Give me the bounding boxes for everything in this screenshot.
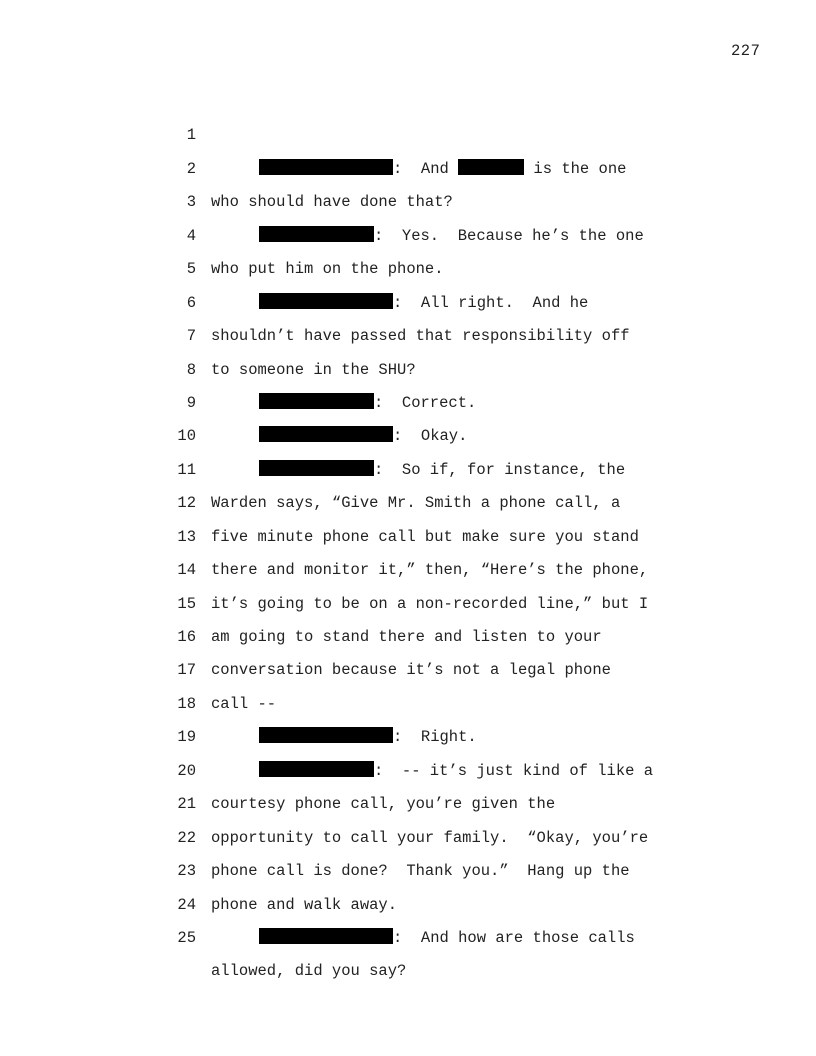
line-number: 23 bbox=[177, 862, 196, 881]
line-number: 12 bbox=[177, 494, 196, 513]
line-text: to someone in the SHU? bbox=[211, 360, 416, 379]
transcript-lines bbox=[0, 86, 816, 981]
line-text: opportunity to call your family. “Okay, you’re bbox=[211, 828, 649, 847]
line-text: who should have done that? bbox=[211, 193, 453, 212]
line-number: 4 bbox=[186, 226, 196, 245]
line-text: : Okay. bbox=[259, 420, 467, 453]
line-number: 13 bbox=[177, 527, 196, 546]
line-text: : All right. And he bbox=[259, 287, 588, 320]
transcript-line bbox=[0, 86, 816, 178]
line-number: 21 bbox=[177, 795, 196, 814]
redaction-box bbox=[259, 928, 393, 944]
line-text: who put him on the phone. bbox=[211, 260, 444, 279]
line-number: 18 bbox=[177, 694, 196, 713]
line-number: 19 bbox=[177, 728, 196, 747]
line-number: 22 bbox=[177, 828, 196, 847]
line-text: there and monitor it,” then, “Here’s the phone, bbox=[211, 561, 649, 580]
line-number: 6 bbox=[186, 293, 196, 312]
line-number: 1 bbox=[186, 126, 196, 145]
line-number: 15 bbox=[177, 594, 196, 613]
line-number: 3 bbox=[186, 193, 196, 212]
line-text: : So if, for instance, the bbox=[259, 454, 625, 487]
line-text: allowed, did you say? bbox=[211, 962, 407, 981]
line-number: 11 bbox=[177, 460, 196, 479]
line-text: : And how are those calls bbox=[259, 922, 635, 955]
line-text: shouldn’t have passed that responsibility off bbox=[211, 327, 630, 346]
line-text: : Yes. Because he’s the one bbox=[259, 220, 644, 253]
line-text: call -- bbox=[211, 694, 277, 713]
line-text: : Right. bbox=[259, 721, 477, 754]
line-number: 7 bbox=[186, 327, 196, 346]
line-number: 25 bbox=[177, 928, 196, 947]
line-number: 10 bbox=[177, 427, 196, 446]
line-text: am going to stand there and listen to your bbox=[211, 628, 602, 647]
line-number: 24 bbox=[177, 895, 196, 914]
line-number: 5 bbox=[186, 260, 196, 279]
line-text: conversation because it’s not a legal phone bbox=[211, 661, 611, 680]
line-number: 9 bbox=[186, 393, 196, 412]
line-text: phone call is done? Thank you.” Hang up the bbox=[211, 862, 630, 881]
line-number: 8 bbox=[186, 360, 196, 379]
line-text: courtesy phone call, you’re given the bbox=[211, 795, 556, 814]
line-text: : -- it’s just kind of like a bbox=[259, 755, 653, 788]
line-text: five minute phone call but make sure you stand bbox=[211, 527, 639, 546]
line-text: it’s going to be on a non-recorded line,” but I bbox=[211, 594, 649, 613]
line-number: 17 bbox=[177, 661, 196, 680]
line-text: : Correct. bbox=[259, 387, 476, 420]
line-text: : And is the one bbox=[259, 153, 626, 186]
line-number: 14 bbox=[177, 561, 196, 580]
line-text: Warden says, “Give Mr. Smith a phone call, a bbox=[211, 494, 621, 513]
line-number: 20 bbox=[177, 761, 196, 780]
line-number: 16 bbox=[177, 628, 196, 647]
page-number: 227 bbox=[731, 42, 761, 60]
line-number: 2 bbox=[186, 159, 196, 178]
line-text: phone and walk away. bbox=[211, 895, 398, 914]
